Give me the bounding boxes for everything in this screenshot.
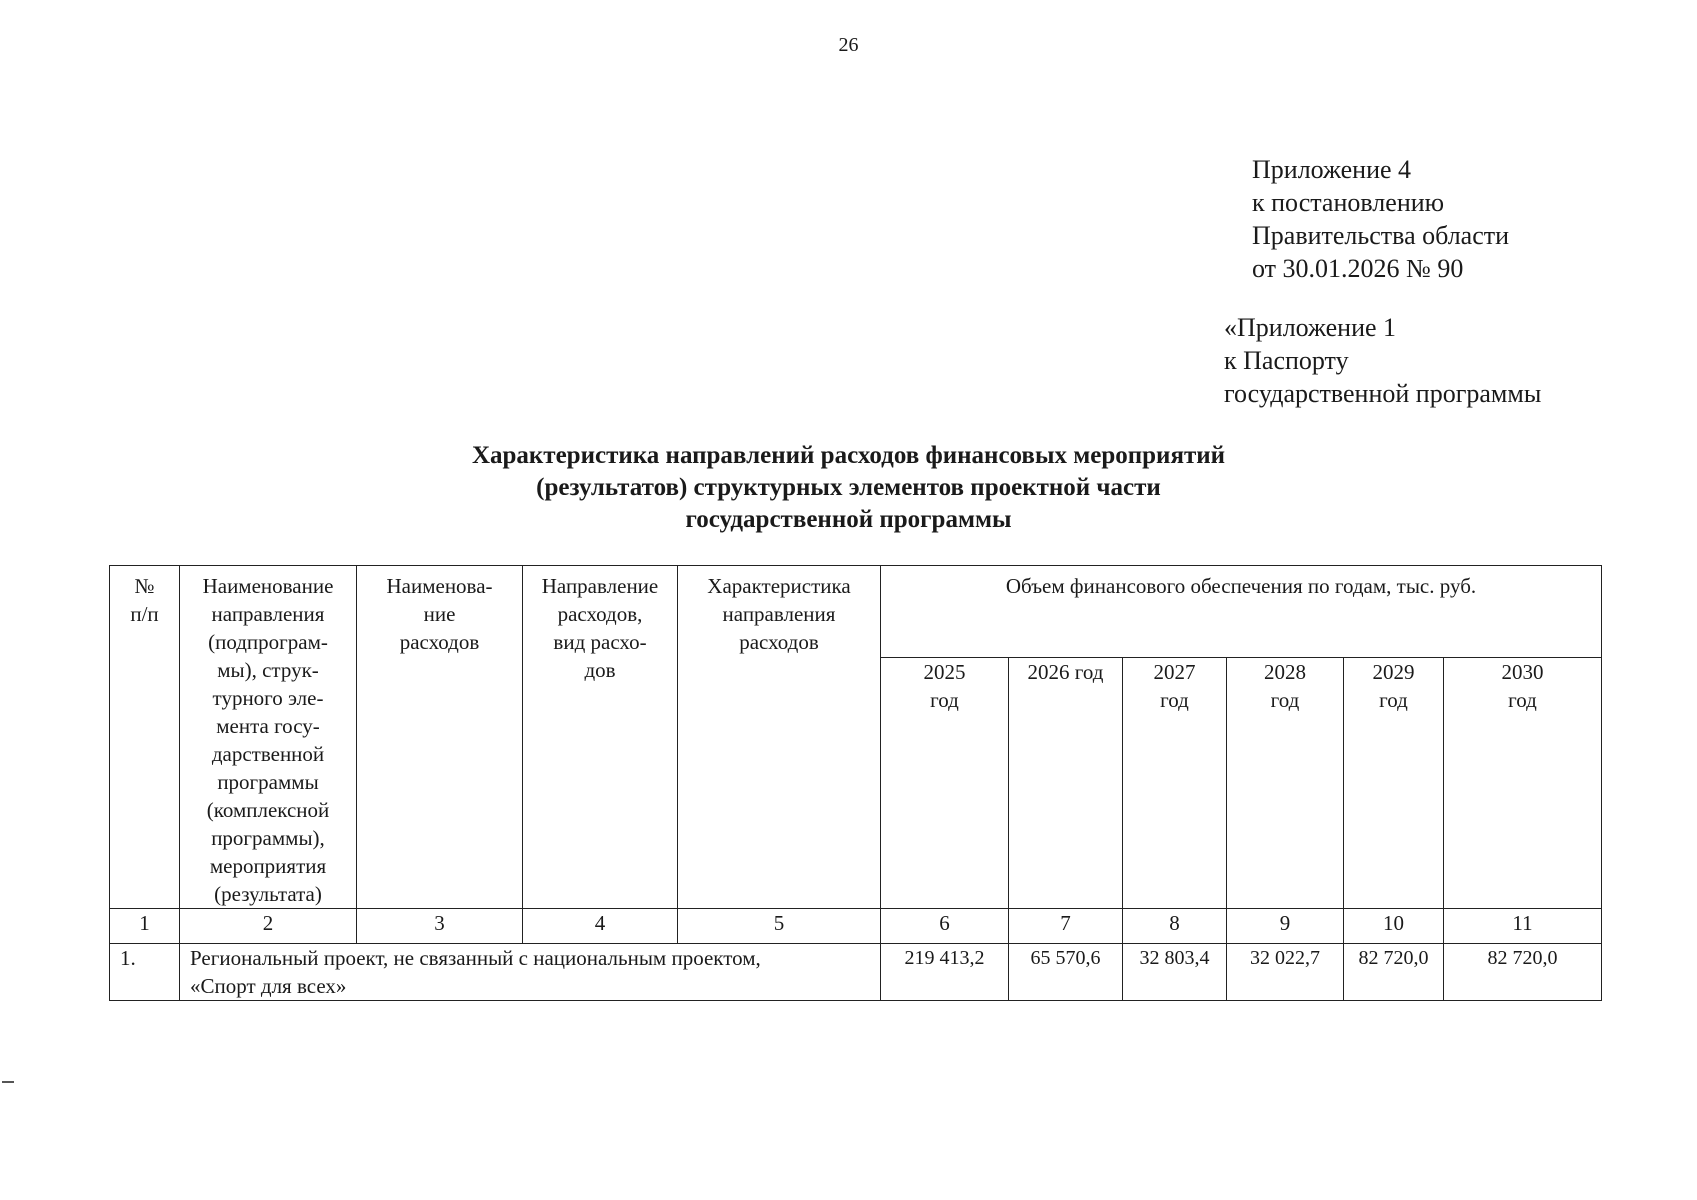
header-year: 2030 год <box>1444 657 1602 908</box>
header-direction-name: Наименование направления (подпрограм- мы), струк- турного эле- мента госу- дарственной программы (комплексной программы), мероприятия (результата) <box>180 566 357 909</box>
row-value-2026: 65 570,6 <box>1009 944 1123 1001</box>
header-year: 2026 год <box>1009 657 1123 908</box>
header-year: 2027 год <box>1123 657 1227 908</box>
row-value-2029: 82 720,0 <box>1344 944 1444 1001</box>
finance-table <box>109 565 1602 1001</box>
column-number: 4 <box>523 909 678 944</box>
row-value-2027: 32 803,4 <box>1123 944 1227 1001</box>
annex-header-line: Правительства области <box>1252 221 1510 250</box>
row-name: Региональный проект, не связанный с национальным проектом, «Спорт для всех» <box>180 944 881 1001</box>
row-num: 1. <box>110 944 180 1001</box>
header-expense-name: Наименова- ние расходов <box>357 566 523 909</box>
table-row <box>110 944 1602 1001</box>
row-value-2030: 82 720,0 <box>1444 944 1602 1001</box>
column-number: 1 <box>110 909 180 944</box>
title-line: (результатов) структурных элементов проектной части <box>536 474 1161 501</box>
annex-sub-line: «Приложение 1 <box>1224 313 1397 342</box>
header-volume: Объем финансового обеспечения по годам, тыс. руб. <box>881 566 1602 658</box>
annex-sub-line: к Паспорту <box>1224 346 1349 375</box>
annex-sub-line: государственной программы <box>1224 379 1542 408</box>
column-number: 10 <box>1344 909 1444 944</box>
column-number: 8 <box>1123 909 1227 944</box>
column-number: 7 <box>1009 909 1123 944</box>
column-number: 6 <box>881 909 1009 944</box>
column-number: 5 <box>678 909 881 944</box>
document-title <box>0 440 1697 536</box>
header-num: № п/п <box>110 566 180 909</box>
column-number-row <box>110 909 1602 944</box>
column-number: 3 <box>357 909 523 944</box>
page-number: 26 <box>838 34 859 56</box>
column-number: 9 <box>1227 909 1344 944</box>
row-value-2028: 32 022,7 <box>1227 944 1344 1001</box>
annex-header-line: Приложение 4 <box>1252 155 1412 184</box>
annex-header-line: к постановлению <box>1252 188 1445 217</box>
column-number: 2 <box>180 909 357 944</box>
header-year: 2028 год <box>1227 657 1344 908</box>
header-expense-direction: Направление расходов, вид расхо- дов <box>523 566 678 909</box>
annex-sub-header <box>1224 311 1541 410</box>
annex-header <box>1252 153 1509 285</box>
scan-margin-mark <box>2 1081 14 1083</box>
header-characteristic: Характеристика направления расходов <box>678 566 881 909</box>
column-number: 11 <box>1444 909 1602 944</box>
row-value-2025: 219 413,2 <box>881 944 1009 1001</box>
header-year: 2029 год <box>1344 657 1444 908</box>
header-year: 2025 год <box>881 657 1009 908</box>
annex-header-line: от 30.01.2026 № 90 <box>1252 254 1464 283</box>
title-line: государственной программы <box>685 506 1012 533</box>
title-line: Характеристика направлений расходов финансовых мероприятий <box>471 442 1226 469</box>
